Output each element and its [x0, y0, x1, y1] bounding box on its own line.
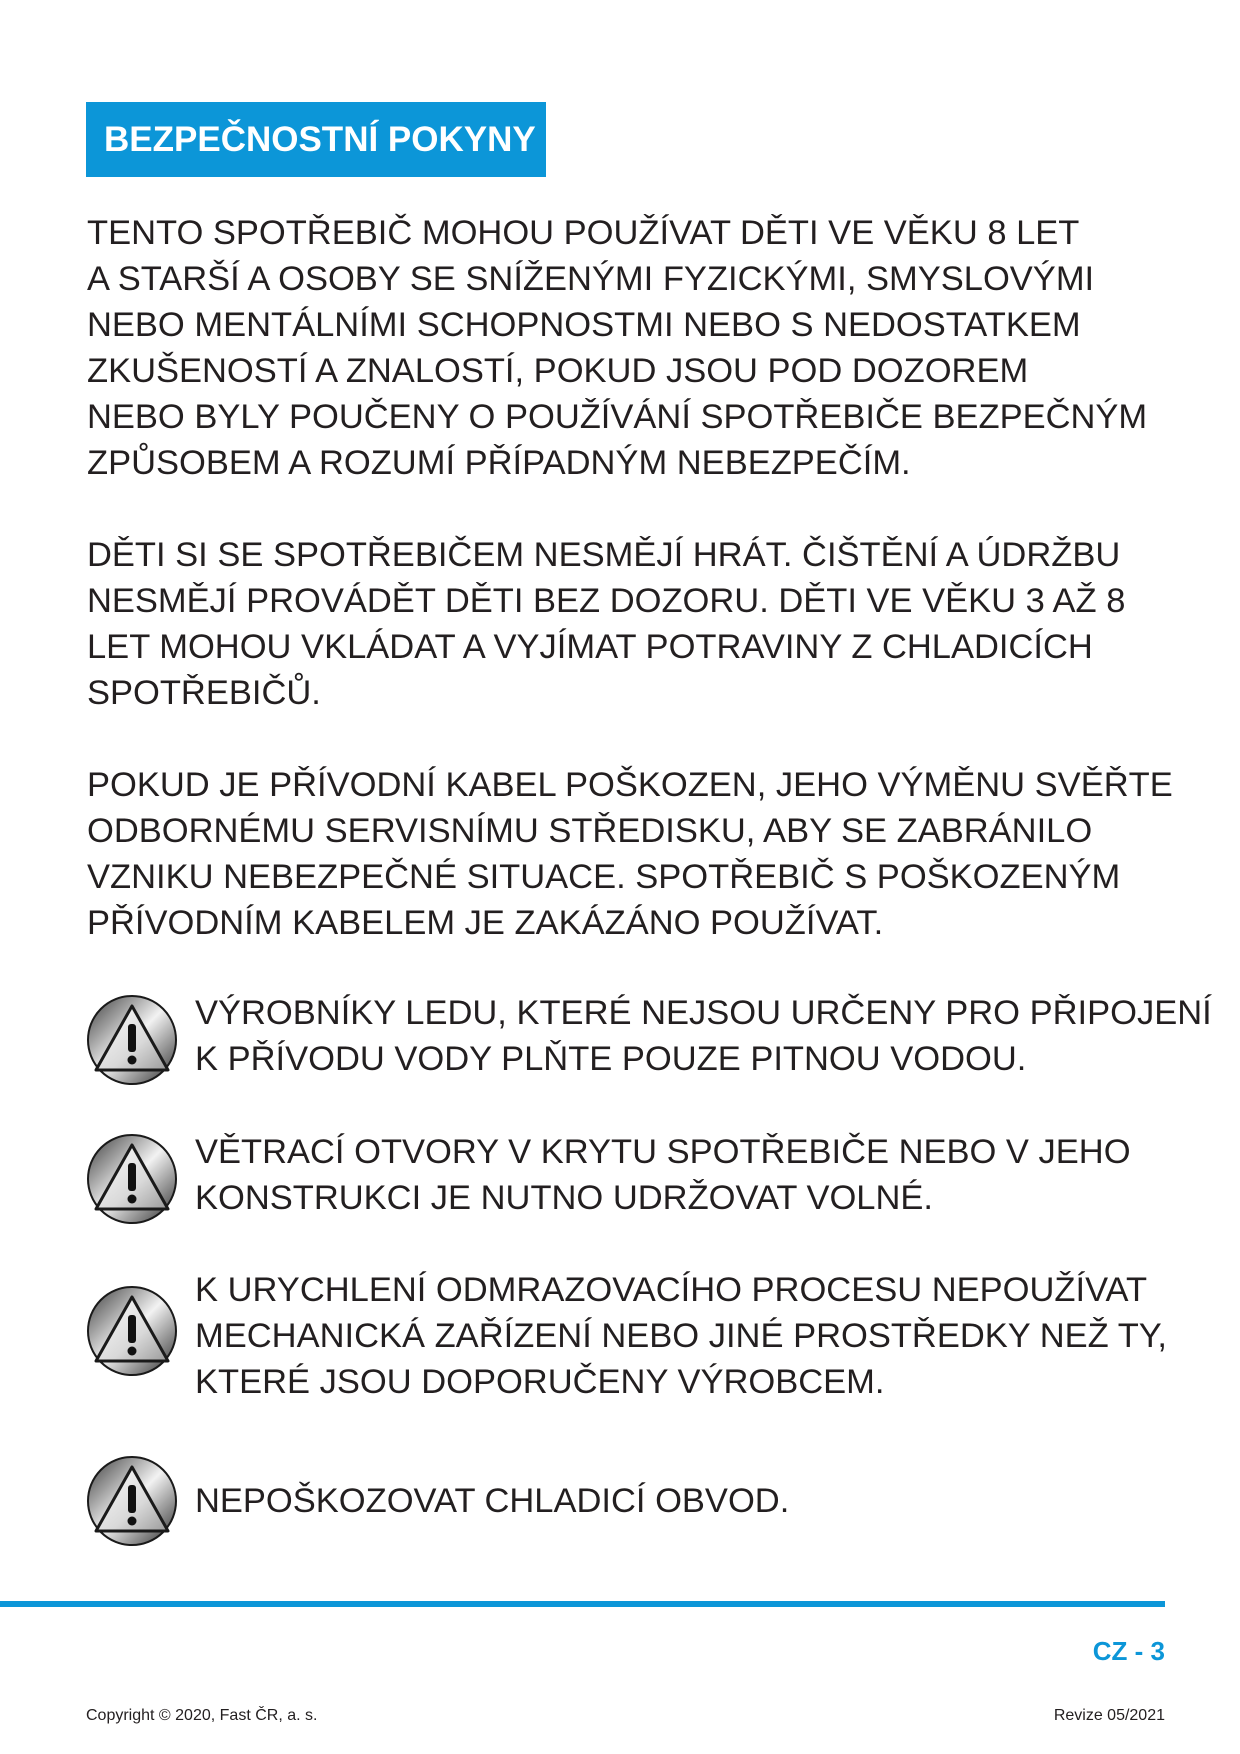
paragraph-line: NEBO MENTÁLNÍMI SCHOPNOSTMI NEBO S NEDOSTATKEM	[87, 306, 1081, 344]
paragraph-line: LET MOHOU VKLÁDAT A VYJÍMAT POTRAVINY Z CHLADICÍCH	[87, 628, 1093, 666]
paragraph-line: ODBORNÉMU SERVISNÍMU STŘEDISKU, ABY SE ZABRÁNILO	[87, 812, 1093, 850]
warning-line: K URYCHLENÍ ODMRAZOVACÍHO PROCESU NEPOUŽÍVAT	[195, 1271, 1148, 1309]
paragraph-line: SPOTŘEBIČŮ.	[87, 674, 321, 712]
revision-text: Revize 05/2021	[1053, 1707, 1165, 1724]
paragraph-line: NEBO BYLY POUČENY O POUŽÍVÁNÍ SPOTŘEBIČE BEZPEČNÝM	[87, 398, 1148, 436]
paragraph-line: ZPŮSOBEM A ROZUMÍ PŘÍPADNÝM NEBEZPEČÍM.	[87, 444, 911, 482]
paragraph-power-cable	[87, 762, 1173, 946]
paragraph-line: PŘÍVODNÍM KABELEM JE ZAKÁZÁNO POUŽÍVAT.	[87, 904, 884, 942]
paragraph-children-usage	[87, 210, 1167, 486]
paragraph-line: A STARŠÍ A OSOBY SE SNÍŽENÝMI FYZICKÝMI, SMYSLOVÝMI	[87, 260, 1095, 298]
section-heading: BEZPEČNOSTNÍ POKYNY	[86, 102, 546, 177]
warning-line: VÝROBNÍKY LEDU, KTERÉ NEJSOU URČENY PRO PŘIPOJENÍ	[195, 994, 1212, 1032]
copyright-text: Copyright © 2020, Fast ČR, a. s.	[86, 1707, 318, 1724]
paragraph-line: DĚTI SI SE SPOTŘEBIČEM NESMĚJÍ HRÁT. ČIŠTĚNÍ A ÚDRŽBU	[87, 536, 1121, 574]
paragraph-children-play	[87, 532, 1167, 716]
warning-line: KONSTRUKCI JE NUTNO UDRŽOVAT VOLNÉ.	[195, 1179, 933, 1217]
warning-triangle-icon	[86, 1133, 178, 1225]
warning-line: MECHANICKÁ ZAŘÍZENÍ NEBO JINÉ PROSTŘEDKY NEŽ TY,	[195, 1317, 1167, 1355]
footer-divider	[0, 1601, 1165, 1607]
paragraph-line: VZNIKU NEBEZPEČNÉ SITUACE. SPOTŘEBIČ S POŠKOZENÝM	[87, 858, 1121, 896]
paragraph-line: NESMĚJÍ PROVÁDĚT DĚTI BEZ DOZORU. DĚTI VE VĚKU 3 AŽ 8	[87, 582, 1126, 620]
page-number: CZ - 3	[1092, 1636, 1165, 1666]
paragraph-line: ZKUŠENOSTÍ A ZNALOSTÍ, POKUD JSOU POD DOZOREM	[87, 352, 1029, 390]
warning-triangle-icon	[86, 1285, 178, 1377]
warning-line: KTERÉ JSOU DOPORUČENY VÝROBCEM.	[195, 1363, 885, 1401]
paragraph-line: POKUD JE PŘÍVODNÍ KABEL POŠKOZEN, JEHO VÝMĚNU SVĚŘTE	[87, 766, 1173, 804]
warning-line: K PŘÍVODU VODY PLŇTE POUZE PITNOU VODOU.	[195, 1040, 1027, 1078]
warning-line: NEPOŠKOZOVAT CHLADICÍ OBVOD.	[195, 1482, 790, 1520]
warning-triangle-icon	[86, 994, 178, 1086]
warning-line: VĚTRACÍ OTVORY V KRYTU SPOTŘEBIČE NEBO V JEHO	[195, 1133, 1131, 1171]
warning-triangle-icon	[86, 1455, 178, 1547]
paragraph-line: TENTO SPOTŘEBIČ MOHOU POUŽÍVAT DĚTI VE VĚKU 8 LET	[87, 214, 1080, 252]
